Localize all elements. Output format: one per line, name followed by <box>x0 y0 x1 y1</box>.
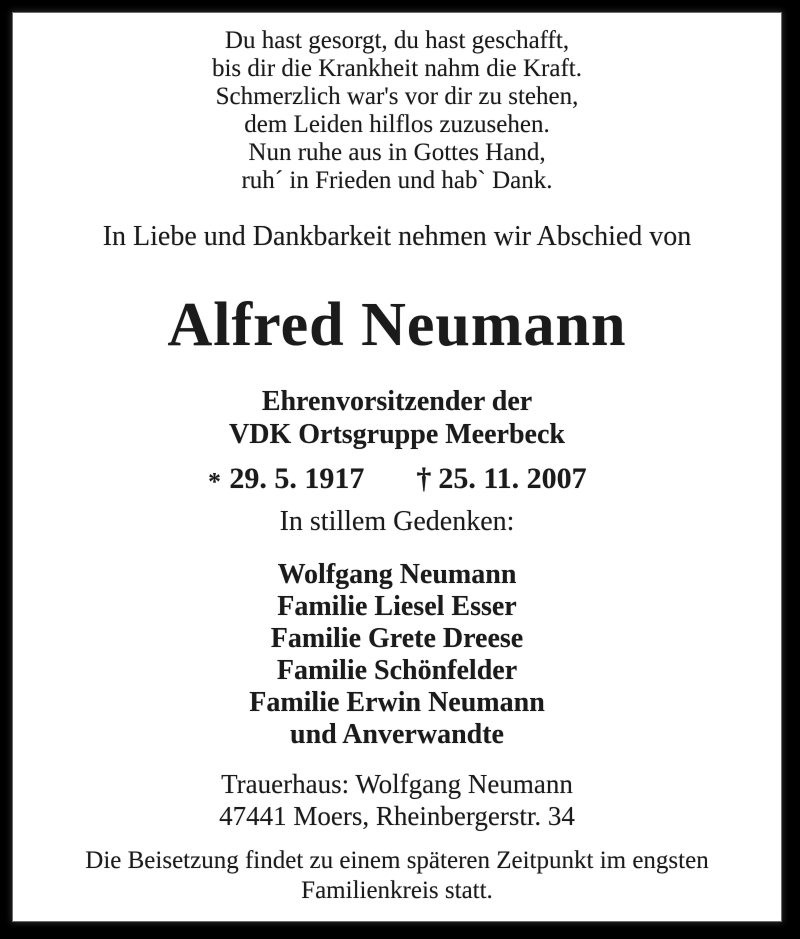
poem-line: Nun ruhe aus in Gottes Hand, <box>248 139 546 166</box>
poem-line: Du hast gesorgt, du hast geschafft, <box>224 27 570 54</box>
mourner-name: Familie Erwin Neumann <box>249 687 545 718</box>
mourning-house-line: 47441 Moers, Rheinbergerstr. 34 <box>219 801 575 831</box>
mourners-list <box>13 559 781 751</box>
honorary-title-line: Ehrenvorsitzender der <box>261 386 533 417</box>
poem-line: ruh´ in Frieden und hab` Dank. <box>241 167 553 194</box>
funeral-note <box>13 846 781 906</box>
honorary-title-line: VDK Ortsgruppe Meerbeck <box>229 419 565 450</box>
poem-line: Schmerzlich war's vor dir zu stehen, <box>215 83 579 110</box>
deceased-name: Alfred Neumann <box>167 291 627 359</box>
mourning-house-line: Trauerhaus: Wolfgang Neumann <box>221 769 573 799</box>
poem-line: bis dir die Krankheit nahm die Kraft. <box>211 55 583 82</box>
mourner-name: Familie Liesel Esser <box>277 591 517 622</box>
birth-date: 29. 5. 1917 <box>229 462 365 495</box>
mourning-house <box>13 768 781 832</box>
born-star-icon: * <box>208 467 222 496</box>
funeral-note-line: Die Beisetzung findet zu einem späteren Zeitpunkt im engsten <box>85 847 709 874</box>
poem <box>13 27 781 195</box>
remembrance-heading: In stillem Gedenken: <box>279 506 515 537</box>
mourner-name: Wolfgang Neumann <box>277 559 517 590</box>
poem-line: dem Leiden hilflos zuzusehen. <box>244 111 550 138</box>
mourner-name: Familie Grete Dreese <box>270 623 524 654</box>
farewell-intro: In Liebe und Dankbarkeit nehmen wir Abschied von <box>102 221 692 252</box>
death-date: 25. 11. 2007 <box>438 462 587 495</box>
mourner-name: und Anverwandte <box>290 719 504 750</box>
honorary-title <box>13 385 781 451</box>
death-cross-icon: † <box>416 462 432 495</box>
life-dates <box>13 464 781 494</box>
mourner-name: Familie Schönfelder <box>276 655 518 686</box>
funeral-note-line: Familienkreis statt. <box>301 877 493 904</box>
memorial-notice <box>13 13 781 921</box>
